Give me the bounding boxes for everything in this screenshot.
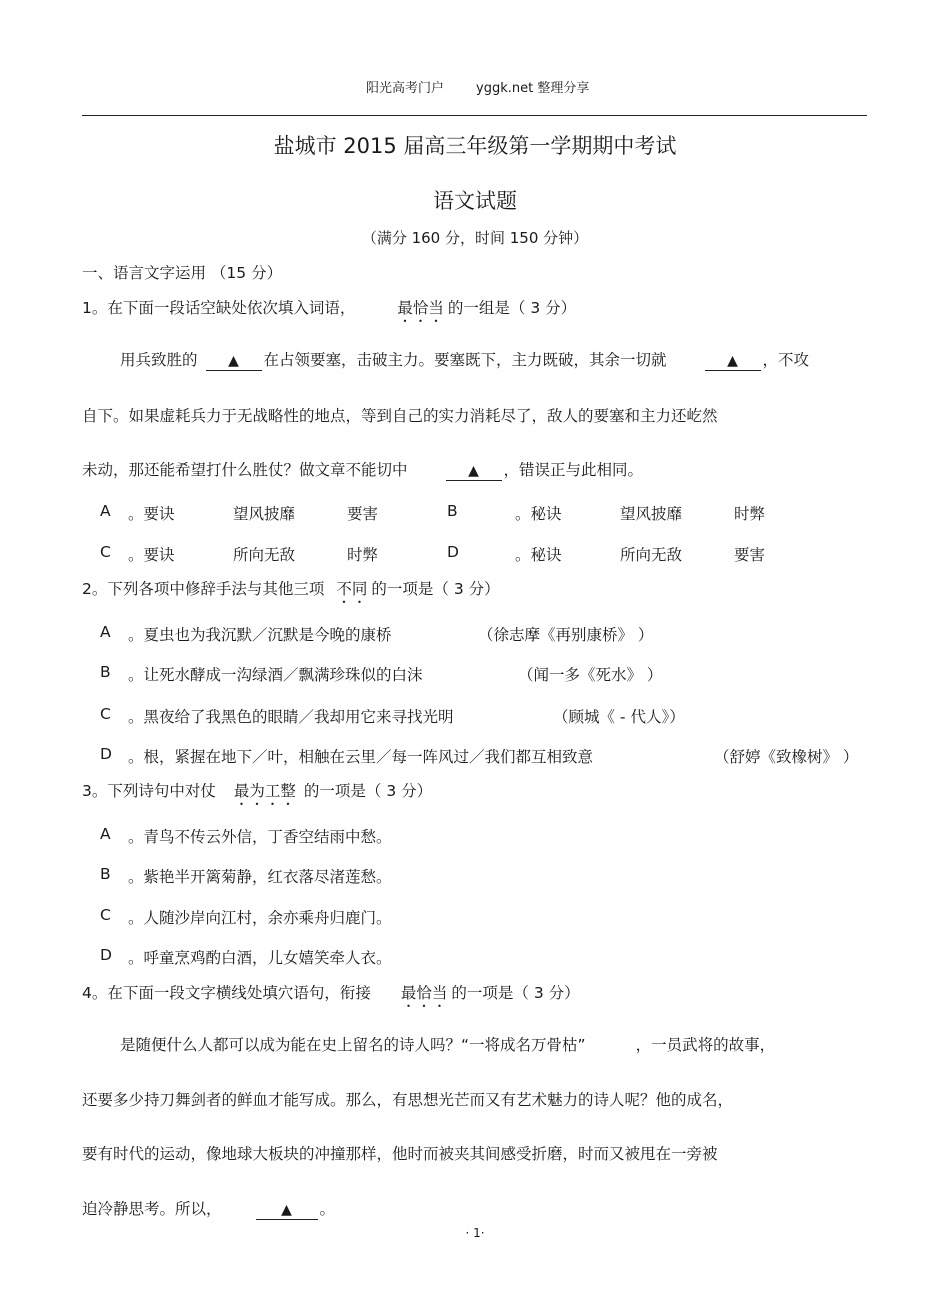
exam-subtitle: 语文试题 xyxy=(433,189,517,213)
section-heading: 一、语言文字运用 （15 分） xyxy=(82,264,283,282)
q1-passage-line-2: 自下。如果虚耗兵力于无战略性的地点，等到自己的实力消耗尽了，敌人的要塞和主力还屹然 xyxy=(82,407,718,425)
header-rule xyxy=(82,115,867,116)
header-share: yggk.net 整理分享 xyxy=(476,81,590,96)
exam-info: （满分 160 分，时间 150 分钟） xyxy=(361,229,589,247)
q1-passage-line-3: 未动，那还能希望打什么胜仗？做文章不能切中 ▲ ，错误正与此相同。 xyxy=(82,461,644,479)
answer-blank: ▲ xyxy=(705,352,761,371)
q1-stem: 1。在下面一段话空缺处依次填入词语， 最恰当 的一组是（ 3 分） xyxy=(82,299,577,317)
q3-stem: 3。下列诗句中对仗 最为工整 的一项是（ 3 分） xyxy=(82,782,433,800)
answer-blank: ▲ xyxy=(446,462,502,481)
answer-blank: ▲ xyxy=(206,352,262,371)
q4-passage-line-4: 迫冷静思考。所以， ▲ 。 xyxy=(82,1200,336,1218)
q4-passage-line-3: 要有时代的运动，像地球大板块的冲撞那样，他时而被夹其间感受折磨，时而又被甩在一旁被 xyxy=(82,1145,718,1163)
header-site: 阳光高考门户 xyxy=(366,81,445,96)
page-number: · 1· xyxy=(465,1226,485,1240)
q4-passage-line-2: 还要多少持刀舞剑者的鲜血才能写成。那么，有思想光芒而又有艺术魅力的诗人呢？他的成名， xyxy=(82,1091,734,1109)
q4-stem: 4。在下面一段文字横线处填穴语句，衔接 最恰当 的一项是（ 3 分） xyxy=(82,984,580,1002)
answer-blank: ▲ xyxy=(256,1201,318,1220)
q4-passage-line-1: 是随便什么人都可以成为能在史上留名的诗人吗？“一将成名万骨枯” ，一员武将的故事， xyxy=(120,1036,776,1054)
exam-title: 盐城市 2015 届高三年级第一学期期中考试 xyxy=(273,134,677,158)
q1-passage-line-1: 用兵致胜的 ▲ 在占领要塞，击破主力。要塞既下，主力既破，其余一切就 ▲ ，不攻 xyxy=(120,351,810,369)
q2-stem: 2。下列各项中修辞手法与其他三项 不同 的一项是（ 3 分） xyxy=(82,580,500,598)
